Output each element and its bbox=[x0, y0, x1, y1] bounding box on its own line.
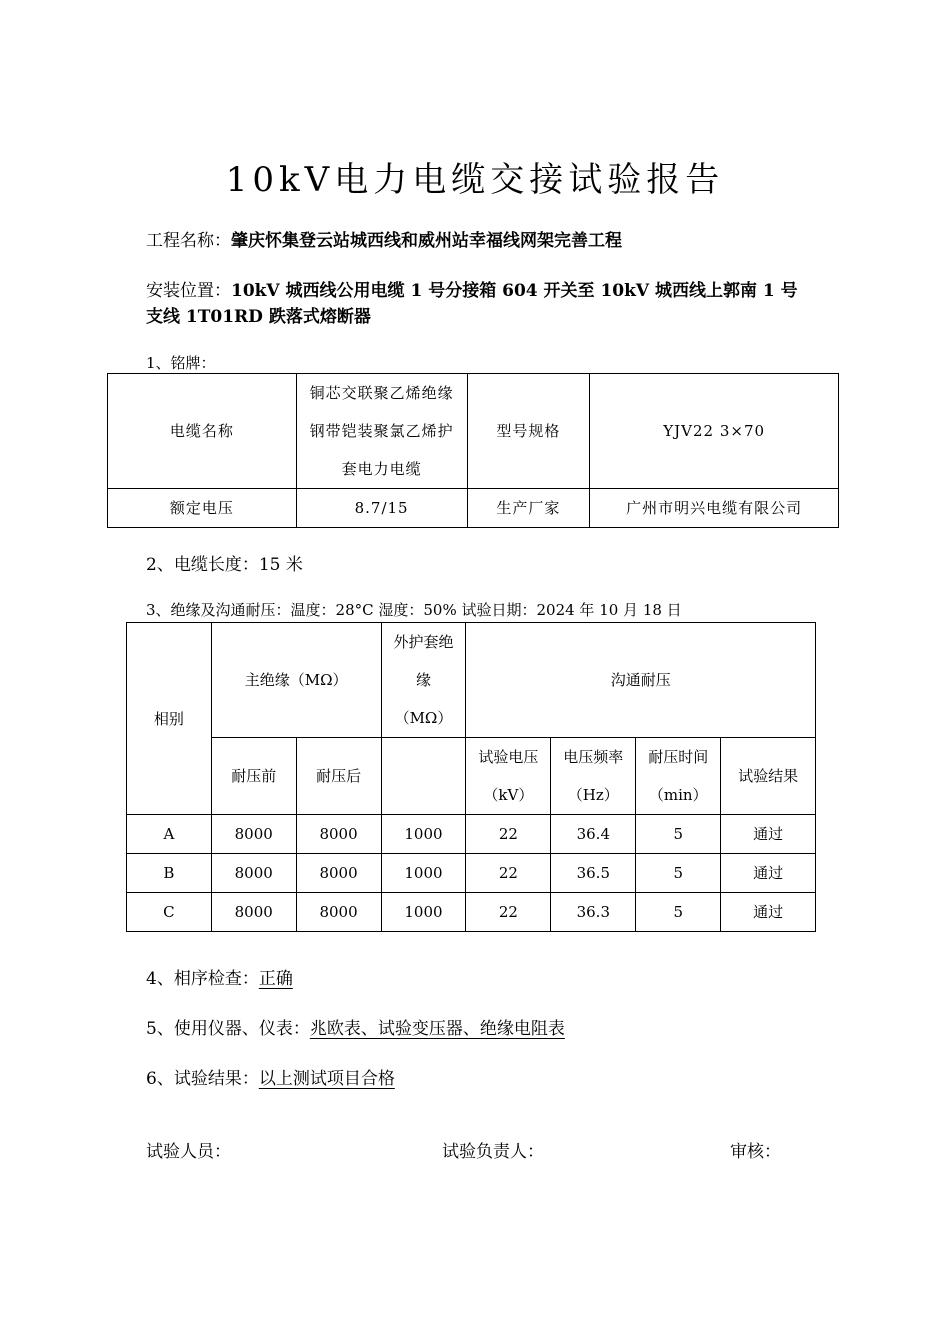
cable-name-value: 铜芯交联聚乙烯绝缘 钢带铠装聚氯乙烯护 套电力电缆 bbox=[296, 374, 467, 489]
insulation-table bbox=[126, 622, 816, 932]
outer-sheath-header: 外护套绝 缘 （MΩ） bbox=[381, 623, 466, 738]
sheath-cell: 1000 bbox=[381, 815, 466, 854]
result-label: 6、试验结果： bbox=[146, 1069, 259, 1089]
frequency-cell: 36.5 bbox=[551, 854, 636, 893]
table-row bbox=[108, 374, 839, 489]
location-label: 安装位置： bbox=[146, 281, 231, 301]
table-row bbox=[127, 893, 816, 932]
main-insulation-header: 主绝缘（MΩ） bbox=[211, 623, 381, 738]
sheath-cell: 1000 bbox=[381, 893, 466, 932]
location-line-1 bbox=[146, 276, 798, 301]
instruments-value: 兆欧表、试验变压器、绝缘电阻表 bbox=[309, 1019, 565, 1039]
nameplate-table bbox=[107, 373, 839, 528]
length-label: 2、电缆长度： bbox=[146, 555, 259, 575]
project-value: 肇庆怀集登云站城西线和威州站幸福线网架完善工程 bbox=[231, 231, 622, 251]
reviewer-signature: 审核： bbox=[730, 1142, 781, 1162]
manufacturer-value: 广州市明兴电缆有限公司 bbox=[590, 489, 839, 528]
duration-cell: 5 bbox=[636, 815, 721, 854]
tester-signature: 试验人员： bbox=[146, 1142, 231, 1162]
after-cell: 8000 bbox=[296, 893, 381, 932]
voltage-cell: 22 bbox=[466, 854, 551, 893]
voltage-cell: 22 bbox=[466, 815, 551, 854]
voltage-cell: 22 bbox=[466, 893, 551, 932]
phase-cell: C bbox=[127, 893, 212, 932]
duration-cell: 5 bbox=[636, 854, 721, 893]
result-value: 以上测试项目合格 bbox=[258, 1069, 395, 1089]
phase-cell: A bbox=[127, 815, 212, 854]
phase-check-line bbox=[146, 964, 293, 989]
model-label: 型号规格 bbox=[467, 374, 590, 489]
cable-name-label: 电缆名称 bbox=[108, 374, 297, 489]
location-value-1: 10kV 城西线公用电缆 1 号分接箱 604 开关至 10kV 城西线上郭南 1 号 bbox=[231, 281, 798, 301]
result-cell: 通过 bbox=[721, 854, 816, 893]
frequency-cell: 36.3 bbox=[551, 893, 636, 932]
before-cell: 8000 bbox=[211, 815, 296, 854]
project-line bbox=[146, 226, 622, 251]
result-cell: 通过 bbox=[721, 893, 816, 932]
length-value: 15 米 bbox=[258, 555, 303, 575]
result-cell: 通过 bbox=[721, 815, 816, 854]
table-row bbox=[127, 623, 816, 738]
instruments-line bbox=[146, 1014, 565, 1039]
frequency-header: 电压频率 （Hz） bbox=[551, 738, 636, 815]
rated-voltage-value: 8.7/15 bbox=[296, 489, 467, 528]
model-value: YJV22 3×70 bbox=[590, 374, 839, 489]
insulation-heading: 3、绝缘及沟通耐压：温度：28°C 湿度：50% 试验日期：2024 年 10 月 18 日 bbox=[146, 601, 682, 619]
frequency-cell: 36.4 bbox=[551, 815, 636, 854]
table-row bbox=[127, 854, 816, 893]
phase-check-value: 正确 bbox=[258, 969, 293, 989]
length-line bbox=[146, 550, 303, 575]
before-cell: 8000 bbox=[211, 854, 296, 893]
before-header: 耐压前 bbox=[211, 738, 296, 815]
test-voltage-header: 试验电压 （kV） bbox=[466, 738, 551, 815]
table-row bbox=[127, 815, 816, 854]
instruments-label: 5、使用仪器、仪表： bbox=[146, 1019, 310, 1039]
location-value-2: 支线 1T01RD 跌落式熔断器 bbox=[146, 307, 371, 327]
withstand-header: 沟通耐压 bbox=[466, 623, 816, 738]
phase-cell: B bbox=[127, 854, 212, 893]
after-header: 耐压后 bbox=[296, 738, 381, 815]
table-row bbox=[127, 738, 816, 815]
nameplate-heading: 1、铭牌： bbox=[146, 354, 216, 372]
before-cell: 8000 bbox=[211, 893, 296, 932]
phase-check-label: 4、相序检查： bbox=[146, 969, 259, 989]
manufacturer-label: 生产厂家 bbox=[467, 489, 590, 528]
rated-voltage-label: 额定电压 bbox=[108, 489, 297, 528]
duration-cell: 5 bbox=[636, 893, 721, 932]
sheath-cell: 1000 bbox=[381, 854, 466, 893]
report-title: 10kV电力电缆交接试验报告 bbox=[225, 160, 725, 200]
project-label: 工程名称： bbox=[146, 231, 231, 251]
table-row bbox=[108, 489, 839, 528]
result-line bbox=[146, 1064, 395, 1089]
sheath-empty-cell bbox=[381, 738, 466, 815]
duration-header: 耐压时间 （min） bbox=[636, 738, 721, 815]
after-cell: 8000 bbox=[296, 815, 381, 854]
responsible-signature: 试验负责人： bbox=[442, 1142, 544, 1162]
result-header: 试验结果 bbox=[721, 738, 816, 815]
phase-header: 相别 bbox=[127, 623, 212, 815]
after-cell: 8000 bbox=[296, 854, 381, 893]
